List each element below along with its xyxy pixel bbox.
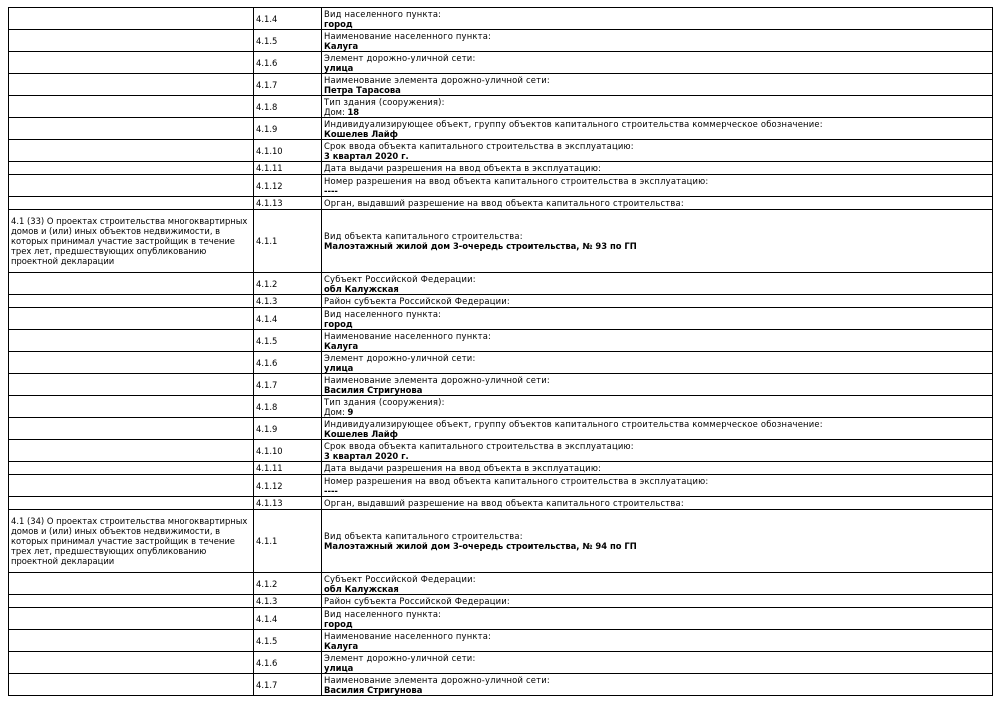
section-cell (9, 674, 254, 696)
section-cell (9, 175, 254, 197)
code-cell: 4.1.6 (254, 352, 322, 374)
table-row (9, 674, 993, 696)
field-label: Субъект Российской Федерации: (324, 273, 476, 284)
field-cell (322, 210, 993, 273)
field-cell (322, 30, 993, 52)
section-cell (9, 573, 254, 595)
declaration-table (8, 7, 993, 696)
field-value-prefix: Дом: (324, 406, 348, 417)
section-cell (9, 330, 254, 352)
code-cell: 4.1.10 (254, 140, 322, 162)
field-value: Малоэтажный жилой дом 3-очередь строительства, № 93 по ГП (324, 241, 637, 251)
code-cell: 4.1.12 (254, 475, 322, 497)
field-cell (322, 462, 993, 475)
section-cell (9, 308, 254, 330)
table-row (9, 197, 993, 210)
section-cell (9, 374, 254, 396)
table-row (9, 8, 993, 30)
field-cell (322, 295, 993, 308)
field-value: город (324, 18, 353, 29)
field-value: улица (324, 662, 354, 673)
table-row (9, 462, 993, 475)
field-value: Василия Стригунова (324, 384, 423, 395)
field-value: улица (324, 362, 354, 373)
field-cell (322, 374, 993, 396)
section-cell (9, 140, 254, 162)
field-value-prefix: Дом: (324, 106, 348, 117)
field-label: Элемент дорожно-уличной сети: (324, 52, 476, 63)
field-value: Калуга (324, 40, 359, 51)
field-cell (322, 497, 993, 510)
section-cell (9, 30, 254, 52)
field-value: город (324, 318, 353, 329)
field-cell (322, 510, 993, 573)
field-label: Тип здания (сооружения): (324, 96, 445, 107)
section-cell (9, 608, 254, 630)
section-cell (9, 295, 254, 308)
table-row (9, 440, 993, 462)
field-label: Дата выдачи разрешения на ввод объекта в эксплуатацию: (324, 463, 602, 473)
field-cell (322, 308, 993, 330)
table-row (9, 96, 993, 118)
section-cell (9, 630, 254, 652)
section-cell (9, 652, 254, 674)
field-label: Наименование элемента дорожно-уличной сети: (324, 74, 550, 85)
field-cell (322, 330, 993, 352)
table-row (9, 330, 993, 352)
code-cell: 4.1.6 (254, 52, 322, 74)
code-cell: 4.1.4 (254, 308, 322, 330)
code-cell: 4.1.7 (254, 74, 322, 96)
field-value: Калуга (324, 640, 359, 651)
section-cell: 4.1 (33) О проектах строительства многоквартирных домов и (или) иных объектов недвижимости, в которых принимал участие застройщик в течение трех лет, предшествующих опубликованию проектной декларации (9, 210, 254, 273)
code-cell: 4.1.4 (254, 8, 322, 30)
field-label: Номер разрешения на ввод объекта капитального строительства в эксплуатацию: (324, 475, 709, 486)
section-cell (9, 52, 254, 74)
section-cell (9, 418, 254, 440)
code-cell: 4.1.4 (254, 608, 322, 630)
code-cell: 4.1.5 (254, 30, 322, 52)
table-row (9, 30, 993, 52)
table-row (9, 210, 993, 273)
field-value: Кошелев Лайф (324, 128, 398, 139)
field-value: Кошелев Лайф (324, 428, 398, 439)
field-label: Индивидуализирующее объект, группу объектов капитального строительства коммерческое обозначение: (324, 418, 823, 429)
section-cell: 4.1 (34) О проектах строительства многоквартирных домов и (или) иных объектов недвижимости, в которых принимал участие застройщик в течение трех лет, предшествующих опубликованию проектной декларации (9, 510, 254, 573)
code-cell: 4.1.5 (254, 330, 322, 352)
field-value: ---- (324, 185, 338, 196)
field-cell (322, 418, 993, 440)
field-label: Номер разрешения на ввод объекта капитального строительства в эксплуатацию: (324, 175, 709, 186)
table-row (9, 74, 993, 96)
table-row (9, 396, 993, 418)
field-value: Василия Стригунова (324, 684, 423, 695)
field-cell (322, 595, 993, 608)
field-cell (322, 52, 993, 74)
table-row (9, 140, 993, 162)
field-value: обл Калужская (324, 583, 399, 594)
table-row (9, 608, 993, 630)
field-cell (322, 197, 993, 210)
section-cell (9, 162, 254, 175)
field-cell (322, 96, 993, 118)
code-cell: 4.1.3 (254, 295, 322, 308)
code-cell: 4.1.2 (254, 273, 322, 295)
field-label: Орган, выдавший разрешение на ввод объекта капитального строительства: (324, 198, 684, 208)
field-value: 3 квартал 2020 г. (324, 150, 409, 161)
field-cell (322, 273, 993, 295)
code-cell: 4.1.13 (254, 497, 322, 510)
field-label: Район субъекта Российской Федерации: (324, 596, 510, 606)
code-cell: 4.1.10 (254, 440, 322, 462)
code-cell: 4.1.1 (254, 510, 322, 573)
field-value: обл Калужская (324, 283, 399, 294)
section-cell (9, 475, 254, 497)
code-cell: 4.1.7 (254, 374, 322, 396)
field-label: Индивидуализирующее объект, группу объектов капитального строительства коммерческое обозначение: (324, 118, 823, 129)
table-row (9, 295, 993, 308)
field-value: город (324, 618, 353, 629)
field-label: Вид населенного пункта: (324, 308, 442, 319)
section-cell (9, 74, 254, 96)
field-label: Вид населенного пункта: (324, 8, 442, 19)
table-row (9, 162, 993, 175)
code-cell: 4.1.2 (254, 573, 322, 595)
field-cell (322, 396, 993, 418)
section-cell (9, 96, 254, 118)
field-cell (322, 573, 993, 595)
table-row (9, 52, 993, 74)
field-label: Орган, выдавший разрешение на ввод объекта капитального строительства: (324, 498, 684, 508)
table-row (9, 573, 993, 595)
code-cell: 4.1.6 (254, 652, 322, 674)
field-label: Наименование элемента дорожно-уличной сети: (324, 674, 550, 685)
table-row (9, 595, 993, 608)
section-cell (9, 462, 254, 475)
field-cell (322, 352, 993, 374)
code-cell: 4.1.8 (254, 96, 322, 118)
code-cell: 4.1.8 (254, 396, 322, 418)
field-cell (322, 118, 993, 140)
field-label: Элемент дорожно-уличной сети: (324, 352, 476, 363)
table-row (9, 630, 993, 652)
table-row (9, 475, 993, 497)
field-label: Тип здания (сооружения): (324, 396, 445, 407)
field-value: Петра Тарасова (324, 84, 401, 95)
table-row (9, 510, 993, 573)
code-cell: 4.1.9 (254, 418, 322, 440)
table-row (9, 374, 993, 396)
field-label: Наименование элемента дорожно-уличной сети: (324, 374, 550, 385)
section-cell (9, 273, 254, 295)
code-cell: 4.1.12 (254, 175, 322, 197)
field-cell (322, 475, 993, 497)
field-cell (322, 8, 993, 30)
field-value-line (324, 407, 990, 417)
field-value: ---- (324, 485, 338, 496)
field-cell (322, 440, 993, 462)
code-cell: 4.1.1 (254, 210, 322, 273)
code-cell: 4.1.13 (254, 197, 322, 210)
field-value: Калуга (324, 340, 359, 351)
section-cell (9, 8, 254, 30)
field-cell (322, 630, 993, 652)
declaration-table-body (9, 8, 993, 696)
table-row (9, 175, 993, 197)
field-cell (322, 162, 993, 175)
field-cell (322, 652, 993, 674)
field-value: Малоэтажный жилой дом 3-очередь строительства, № 94 по ГП (324, 541, 637, 551)
code-cell: 4.1.7 (254, 674, 322, 696)
code-cell: 4.1.5 (254, 630, 322, 652)
field-label: Вид объекта капитального строительства: (324, 231, 523, 241)
field-cell (322, 674, 993, 696)
field-label: Наименование населенного пункта: (324, 330, 492, 341)
field-label: Срок ввода объекта капитального строительства в эксплуатацию: (324, 440, 634, 451)
section-cell (9, 440, 254, 462)
section-cell (9, 396, 254, 418)
table-row (9, 352, 993, 374)
section-cell (9, 352, 254, 374)
section-cell (9, 118, 254, 140)
code-cell: 4.1.9 (254, 118, 322, 140)
code-cell: 4.1.11 (254, 462, 322, 475)
field-value: 9 (347, 406, 354, 417)
field-label: Элемент дорожно-уличной сети: (324, 652, 476, 663)
field-value: 3 квартал 2020 г. (324, 450, 409, 461)
table-row (9, 273, 993, 295)
field-cell (322, 74, 993, 96)
field-label: Наименование населенного пункта: (324, 30, 492, 41)
field-label: Срок ввода объекта капитального строительства в эксплуатацию: (324, 140, 634, 151)
field-label: Субъект Российской Федерации: (324, 573, 476, 584)
field-label: Вид объекта капитального строительства: (324, 531, 523, 541)
table-row (9, 308, 993, 330)
field-label: Район субъекта Российской Федерации: (324, 296, 510, 306)
section-cell (9, 497, 254, 510)
code-cell: 4.1.3 (254, 595, 322, 608)
table-row (9, 652, 993, 674)
field-cell (322, 175, 993, 197)
table-row (9, 497, 993, 510)
section-cell (9, 197, 254, 210)
section-cell (9, 595, 254, 608)
field-label: Наименование населенного пункта: (324, 630, 492, 641)
field-value: улица (324, 62, 354, 73)
table-row (9, 418, 993, 440)
field-value-line (324, 107, 990, 117)
field-cell (322, 140, 993, 162)
field-label: Вид населенного пункта: (324, 608, 442, 619)
table-row (9, 118, 993, 140)
field-label: Дата выдачи разрешения на ввод объекта в эксплуатацию: (324, 163, 602, 173)
field-value: 18 (347, 106, 360, 117)
field-cell (322, 608, 993, 630)
code-cell: 4.1.11 (254, 162, 322, 175)
